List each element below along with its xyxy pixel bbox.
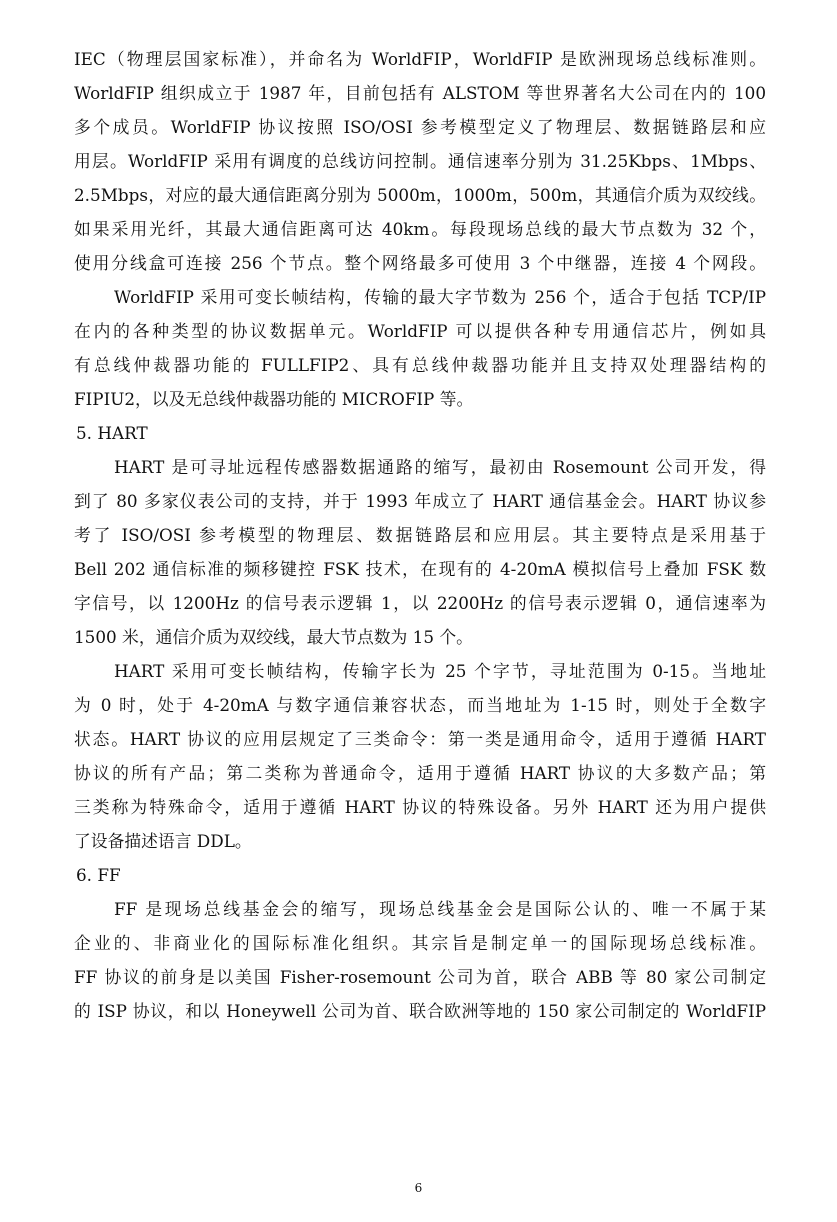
text-line: 的 ISP 协议，和以 Honeywell 公司为首、联合欧洲等地的 150 家公司制定的 WorldFIP [74, 1001, 766, 1021]
text-line: 状态。HART 协议的应用层规定了三类命令：第一类是通用命令，适用于遵循 HART [74, 729, 766, 749]
paragraph-worldfip-frame [74, 280, 766, 416]
section-heading-ff: 6. FF [76, 865, 121, 885]
text-line: 字信号，以 1200Hz 的信号表示逻辑 1，以 2200Hz 的信号表示逻辑 0，通信速率为 [74, 593, 766, 613]
text-line: 企业的、非商业化的国际标准化组织。其宗旨是制定单一的国际现场总线标准。 [74, 933, 766, 953]
text-line: FIPIU2，以及无总线仲裁器功能的 MICROFIP 等。 [74, 389, 474, 409]
text-line: HART 采用可变长帧结构，传输字长为 25 个字节，寻址范围为 0-15。当地址 [114, 661, 766, 681]
text-line: 三类称为特殊命令，适用于遵循 HART 协议的特殊设备。另外 HART 还为用户提供 [74, 797, 766, 817]
text-line: 2.5Mbps，对应的最大通信距离分别为 5000m，1000m，500m，其通信介质为双绞线。 [74, 185, 766, 205]
page-number: 6 [414, 1181, 423, 1195]
paragraph-hart-frame [74, 654, 766, 858]
text-line: IEC（物理层国家标准），并命名为 WorldFIP，WorldFIP 是欧洲现场总线标准则。 [74, 49, 766, 69]
text-line: 多个成员。WorldFIP 协议按照 ISO/OSI 参考模型定义了物理层、数据链路层和应 [74, 117, 766, 137]
paragraph-ff-intro [74, 892, 766, 1028]
paragraph-hart-intro [74, 450, 766, 654]
text-line: 1500 米，通信介质为双绞线，最大节点数为 15 个。 [74, 627, 473, 647]
section-heading-hart: 5. HART [76, 423, 148, 443]
text-line: 协议的所有产品；第二类称为普通命令，适用于遵循 HART 协议的大多数产品；第 [74, 763, 766, 783]
text-line: 了设备描述语言 DDL。 [74, 831, 252, 851]
text-line: WorldFIP 组织成立于 1987 年，目前包括有 ALSTOM 等世界著名大公司在内的 100 [74, 83, 766, 103]
text-line: 考了 ISO/OSI 参考模型的物理层、数据链路层和应用层。其主要特点是采用基于 [74, 525, 766, 545]
text-line: FF 是现场总线基金会的缩写，现场总线基金会是国际公认的、唯一不属于某 [114, 899, 766, 919]
text-line: 如果采用光纤，其最大通信距离可达 40km。每段现场总线的最大节点数为 32 个， [74, 219, 766, 239]
text-line: 为 0 时，处于 4-20mA 与数字通信兼容状态，而当地址为 1-15 时，则处于全数字 [74, 695, 766, 715]
paragraph-worldfip-intro [74, 42, 766, 280]
text-line: 在内的各种类型的协议数据单元。WorldFIP 可以提供各种专用通信芯片，例如具 [74, 321, 766, 341]
document-body [74, 42, 766, 1028]
text-line: 有总线仲裁器功能的 FULLFIP2、具有总线仲裁器功能并且支持双处理器结构的 [74, 355, 766, 375]
text-line: HART 是可寻址远程传感器数据通路的缩写，最初由 Rosemount 公司开发，得 [114, 457, 766, 477]
text-line: Bell 202 通信标准的频移键控 FSK 技术，在现有的 4-20mA 模拟信号上叠加 FSK 数 [74, 559, 766, 579]
text-line: WorldFIP 采用可变长帧结构，传输的最大字节数为 256 个，适合于包括 TCP/IP [114, 287, 766, 307]
text-line: 到了 80 多家仪表公司的支持，并于 1993 年成立了 HART 通信基金会。HART 协议参 [74, 491, 766, 511]
text-line: 用层。WorldFIP 采用有调度的总线访问控制。通信速率分别为 31.25Kbps、1Mbps、 [74, 151, 766, 171]
text-line: 使用分线盒可连接 256 个节点。整个网络最多可使用 3 个中继器，连接 4 个网段。 [74, 253, 766, 273]
text-line: FF 协议的前身是以美国 Fisher-rosemount 公司为首，联合 ABB 等 80 家公司制定 [74, 967, 766, 987]
